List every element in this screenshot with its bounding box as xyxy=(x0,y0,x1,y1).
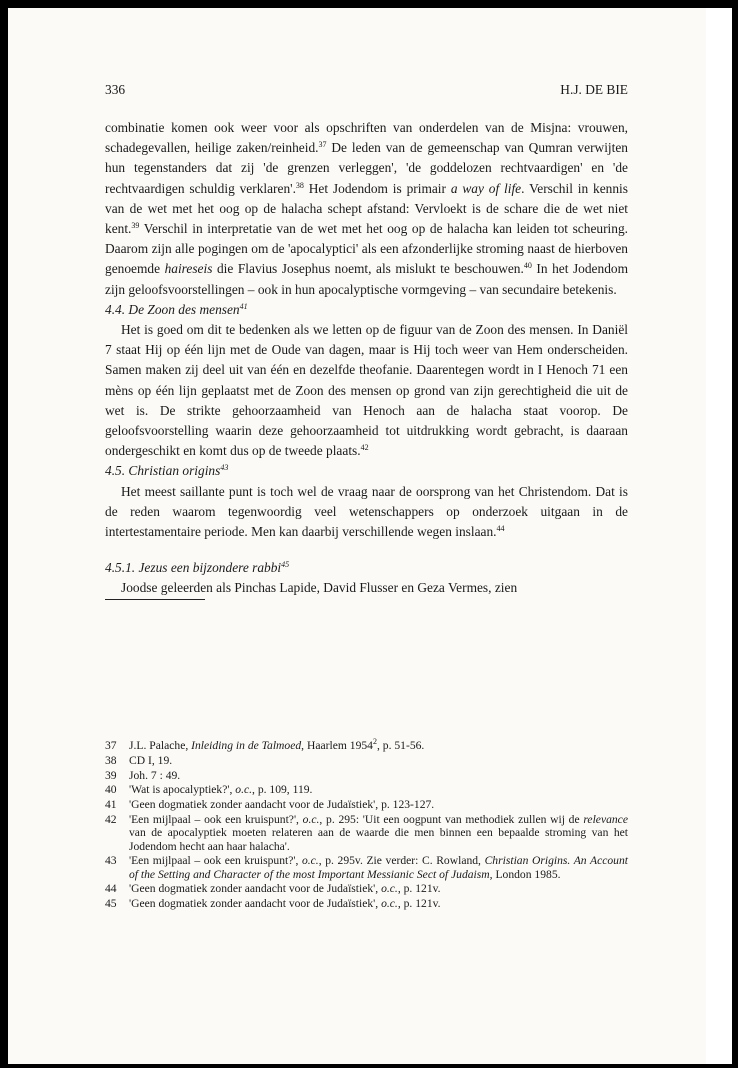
footnote-number: 45 xyxy=(105,897,117,911)
footnote-text: CD I, 19. xyxy=(129,753,173,767)
footnote-text xyxy=(129,783,628,796)
footnote xyxy=(105,739,628,752)
footnote xyxy=(105,882,628,895)
footnote xyxy=(105,798,628,811)
text-run: , p. 109, 119. xyxy=(252,783,313,797)
paragraph xyxy=(105,320,628,461)
text-run: Het is goed om dit te bedenken als we letten op de figuur van de Zoon des mensen. In Daniël 7 staat Hij op één lijn met de Oude van dagen, maar is Hij toch weer van Hem onderscheiden. Samen maken zij deel uit van één en dezelfde theofanie. Daarentegen wordt in I Henoch 71 een mèns op één lijn geplaatst met de Zoon des mensen op grond van zijn gerechtigheid die uit de wet is. De strikte gehoorzaamheid van Henoch aan de halacha staat voorop. De geloofsvoorstelling waarin deze gehoorzaamheid tot uitdrukking wordt gebracht, is daaraan ondergeschikt en komt dus op de tweede plaats. xyxy=(105,322,628,459)
text-run: De leden van de gemeenschap van Qumran verwijten hun tegenstanders dat zij 'de grenzen verleggen', 'de goddelozen rechtvaardigen' en 'de rechtvaardigen schuldig verklaren'. xyxy=(105,140,628,196)
emphasis: haireseis xyxy=(164,261,213,277)
footnote xyxy=(105,854,628,881)
footnote-text: 'Geen dogmatiek zonder aandacht voor de Judaïstiek', p. 123-127. xyxy=(129,798,435,812)
footnote-text: Joh. 7 : 49. xyxy=(129,768,181,782)
footnote-ref: 41 xyxy=(239,301,248,311)
footnote-number: 40 xyxy=(105,783,117,797)
running-header xyxy=(105,82,628,98)
text-run: J.L. Palache, xyxy=(129,739,192,752)
footnote xyxy=(105,897,628,910)
text-run: In het Jodendom zijn geloofsvoorstellingen – ook in hun apocalyptische vormgeving – van secundaire betekenis. xyxy=(105,261,628,297)
text-run: , p. 51-56. xyxy=(376,739,425,752)
text-run: , p. 295v. Zie verder: C. Rowland, xyxy=(318,854,485,868)
heading-text: 4.4. De Zoon des mensen xyxy=(105,301,240,317)
text-run: 'Wat is apocalyptiek?', xyxy=(129,783,236,797)
emphasis: Inleiding in de Talmoed xyxy=(191,739,302,752)
text-run: 'Geen dogmatiek zonder aandacht voor de Judaïstiek', xyxy=(129,882,382,896)
emphasis: o.c. xyxy=(381,897,398,911)
emphasis: o.c. xyxy=(235,783,253,797)
heading-text: 4.5.1. Jezus een bijzondere rabbi xyxy=(105,560,282,576)
footnote-text xyxy=(129,882,628,895)
footnote-number: 44 xyxy=(105,882,117,896)
text-run: London 1985. xyxy=(492,867,561,881)
paragraph xyxy=(105,482,628,543)
footnote-ref: 44 xyxy=(496,524,505,534)
footnote-ref: 38 xyxy=(295,180,304,190)
footnote xyxy=(105,783,628,796)
footnote-text xyxy=(129,897,628,910)
footnote-ref: 43 xyxy=(220,463,229,473)
emphasis: o.c. xyxy=(381,882,398,896)
footnote-ref: 39 xyxy=(131,221,140,231)
footnote-ref: 42 xyxy=(360,443,369,453)
text-run: Het meest saillante punt is toch wel de vraag naar de oorsprong van het Christendom. Dat is de reden waarom tegenwoordig veel wetenschappers op onderzoek uitgaan in de intertestamentaire periode. Men kan daarbij verschillende wegen inslaan. xyxy=(105,483,628,540)
text-run: Verschil in interpretatie van de wet met het oog op de halacha kan leiden tot scheuring. Daarom zijn alle pogingen om de 'apocalyptici' als een afzonderlijke stroming naast de hierboven genoemde xyxy=(105,221,628,277)
text-run: . Verschil in kennis van de wet met het oog op de halacha schept afstand: Vervloekt is de schare die de wet niet kent. xyxy=(105,180,628,237)
paragraph xyxy=(105,578,628,598)
text-run: 'Geen dogmatiek zonder aandacht voor de Judaïstiek', xyxy=(129,897,382,911)
text-run: 'Een mijlpaal – ook een kruispunt?', xyxy=(129,854,302,868)
footnote-text xyxy=(129,854,628,881)
footnote-number: 39 xyxy=(105,768,117,782)
running-title: H.J. DE BIE xyxy=(560,82,628,97)
emphasis: o.c. xyxy=(302,812,320,826)
page-number: 336 xyxy=(105,82,126,97)
footnote-divider xyxy=(105,599,205,600)
text-run: Joodse geleerden als Pinchas Lapide, David Flusser en Geza Vermes, zien xyxy=(121,580,518,596)
footnotes xyxy=(105,739,628,912)
footnote-ref: 45 xyxy=(281,560,290,570)
page-right-edge xyxy=(706,8,732,1064)
text-run: 'Een mijlpaal – ook een kruispunt?', xyxy=(129,812,303,826)
section-heading xyxy=(105,461,628,481)
text-run: die Flavius Josephus noemt, als mislukt te beschouwen. xyxy=(212,261,524,277)
footnote-ref: 40 xyxy=(523,261,532,271)
body-text xyxy=(105,118,628,600)
footnote xyxy=(105,813,628,853)
footnote-text xyxy=(129,813,628,853)
footnote-text xyxy=(129,739,628,752)
heading-text: 4.5. Christian origins xyxy=(105,463,221,479)
paragraph xyxy=(105,118,628,300)
emphasis: a way of life xyxy=(450,180,522,196)
footnote xyxy=(105,769,628,782)
emphasis: Christian Origins. An Account of the Setting and Character of the most Important Messianic Sect of Judaism, xyxy=(129,854,628,881)
footnote-number: 43 xyxy=(105,854,117,868)
footnote-number: 37 xyxy=(105,739,117,752)
section-heading xyxy=(105,300,628,320)
section-heading xyxy=(105,558,628,578)
text-run: combinatie komen ook weer voor als opschriften van onderdelen van de Misjna: vrouwen, schadegevallen, heilige zaken/reinheid. xyxy=(105,120,628,156)
emphasis: relevance xyxy=(583,812,628,826)
footnote-number: 41 xyxy=(105,798,117,812)
text-run: , p. 121v. xyxy=(397,882,441,896)
footnote-ref: 37 xyxy=(318,140,327,150)
superscript: 2 xyxy=(372,737,377,746)
text-run: , Haarlem 1954 xyxy=(301,739,373,752)
footnote xyxy=(105,754,628,767)
text-run: , p. 295: 'Uit een oogpunt van methodiek zullen wij de xyxy=(319,812,584,826)
footnote-number: 42 xyxy=(105,812,117,826)
emphasis: o.c. xyxy=(301,854,319,868)
text-run: Het Jodendom is primair xyxy=(303,180,451,196)
footnote-number: 38 xyxy=(105,753,117,767)
text-run: van de apocalyptiek moeten relateren aan de waarde die men binnen een bepaalde stroming van het Jodendom hecht aan haar halacha'. xyxy=(129,826,628,853)
text-run: , p. 121v. xyxy=(397,897,441,911)
